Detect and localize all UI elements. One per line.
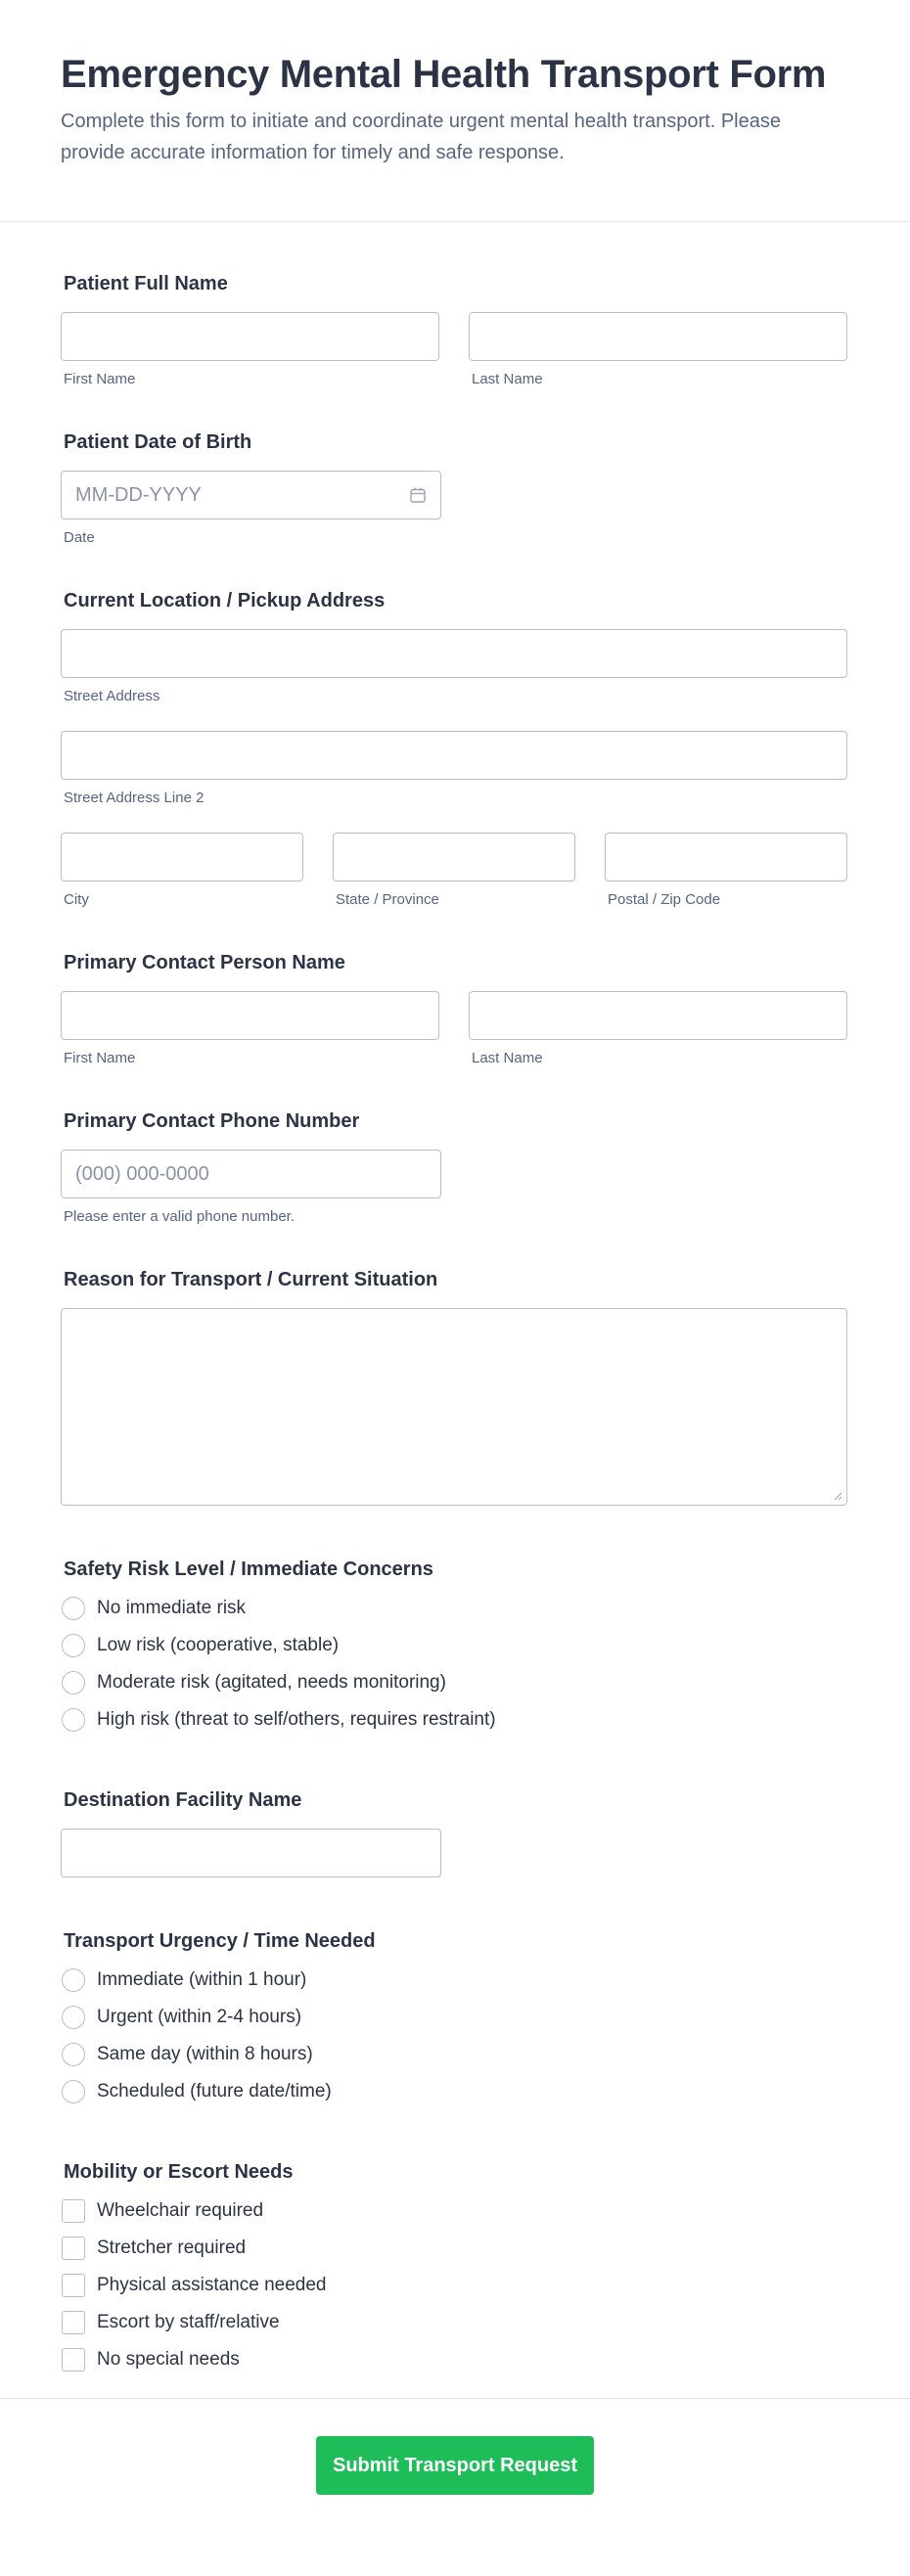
urgency-option[interactable] bbox=[62, 2036, 847, 2073]
mobility-option-label: Escort by staff/relative bbox=[97, 2312, 280, 2332]
mobility-option-label: No special needs bbox=[97, 2349, 240, 2370]
contact-last-name-sublabel: Last Name bbox=[472, 1050, 543, 1066]
mobility-options bbox=[62, 2192, 847, 2378]
radio-button[interactable] bbox=[62, 2080, 85, 2103]
contact-phone-input[interactable] bbox=[61, 1150, 441, 1198]
checkbox[interactable] bbox=[62, 2274, 85, 2297]
mobility-label: Mobility or Escort Needs bbox=[64, 2161, 294, 2183]
radio-button[interactable] bbox=[62, 2006, 85, 2029]
patient-last-name-sublabel: Last Name bbox=[472, 371, 543, 387]
safety-option-label: No immediate risk bbox=[97, 1598, 247, 1618]
street-address-line2-input[interactable] bbox=[61, 731, 847, 780]
destination-field bbox=[61, 1787, 847, 1877]
street-address-sublabel: Street Address bbox=[64, 688, 160, 704]
patient-name-label: Patient Full Name bbox=[64, 273, 228, 294]
dob-sublabel: Date bbox=[64, 529, 95, 546]
radio-button[interactable] bbox=[62, 1597, 85, 1620]
zip-input[interactable] bbox=[605, 833, 847, 881]
resize-grip-icon[interactable] bbox=[833, 1491, 842, 1501]
urgency-option-label: Scheduled (future date/time) bbox=[97, 2081, 332, 2101]
urgency-option-label: Same day (within 8 hours) bbox=[97, 2044, 313, 2064]
contact-phone-field bbox=[61, 1108, 847, 1226]
contact-first-name-input[interactable] bbox=[61, 991, 439, 1040]
mobility-option[interactable] bbox=[62, 2341, 847, 2378]
mobility-option[interactable] bbox=[62, 2192, 847, 2230]
urgency-option[interactable] bbox=[62, 2073, 847, 2110]
address-label: Current Location / Pickup Address bbox=[64, 590, 386, 611]
safety-field bbox=[61, 1557, 847, 1739]
contact-name-field bbox=[61, 950, 847, 1067]
safety-option-label: Moderate risk (agitated, needs monitoring) bbox=[97, 1672, 446, 1693]
destination-label: Destination Facility Name bbox=[64, 1789, 302, 1811]
checkbox[interactable] bbox=[62, 2237, 85, 2260]
urgency-options bbox=[62, 1962, 847, 2110]
mobility-option-label: Physical assistance needed bbox=[97, 2275, 327, 2295]
zip-sublabel: Postal / Zip Code bbox=[608, 891, 721, 908]
contact-phone-placeholder: (000) 000-0000 bbox=[75, 1162, 209, 1185]
checkbox[interactable] bbox=[62, 2199, 85, 2223]
checkbox[interactable] bbox=[62, 2348, 85, 2372]
urgency-option[interactable] bbox=[62, 1999, 847, 2036]
dob-label: Patient Date of Birth bbox=[64, 431, 252, 453]
reason-textarea[interactable] bbox=[61, 1308, 847, 1506]
radio-button[interactable] bbox=[62, 1708, 85, 1732]
urgency-option-label: Immediate (within 1 hour) bbox=[97, 1969, 307, 1990]
safety-option[interactable] bbox=[62, 1664, 847, 1701]
radio-button[interactable] bbox=[62, 1671, 85, 1695]
mobility-option-label: Wheelchair required bbox=[97, 2200, 264, 2221]
radio-button[interactable] bbox=[62, 2043, 85, 2066]
contact-phone-label: Primary Contact Phone Number bbox=[64, 1110, 360, 1132]
urgency-label: Transport Urgency / Time Needed bbox=[64, 1930, 376, 1952]
form-header bbox=[0, 0, 910, 222]
page-title: Emergency Mental Health Transport Form bbox=[61, 53, 827, 96]
street-address-input[interactable] bbox=[61, 629, 847, 678]
dob-input[interactable] bbox=[61, 471, 441, 520]
destination-input[interactable] bbox=[61, 1829, 441, 1877]
mobility-option[interactable] bbox=[62, 2304, 847, 2341]
radio-button[interactable] bbox=[62, 1634, 85, 1657]
dob-field bbox=[61, 429, 847, 547]
contact-first-name-sublabel: First Name bbox=[64, 1050, 136, 1066]
safety-options bbox=[62, 1590, 847, 1739]
mobility-option-label: Stretcher required bbox=[97, 2237, 247, 2258]
street-address-line2-sublabel: Street Address Line 2 bbox=[64, 790, 205, 806]
urgency-option[interactable] bbox=[62, 1962, 847, 1999]
contact-last-name-input[interactable] bbox=[469, 991, 847, 1040]
radio-button[interactable] bbox=[62, 1968, 85, 1992]
reason-field bbox=[61, 1267, 847, 1506]
state-sublabel: State / Province bbox=[336, 891, 439, 908]
patient-first-name-sublabel: First Name bbox=[64, 371, 136, 387]
reason-label: Reason for Transport / Current Situation bbox=[64, 1269, 438, 1290]
safety-option[interactable] bbox=[62, 1701, 847, 1739]
submit-button[interactable]: Submit Transport Request bbox=[316, 2436, 594, 2495]
safety-option[interactable] bbox=[62, 1590, 847, 1627]
state-input[interactable] bbox=[333, 833, 575, 881]
form-footer bbox=[0, 2398, 910, 2495]
safety-label: Safety Risk Level / Immediate Concerns bbox=[64, 1559, 433, 1580]
safety-option-label: Low risk (cooperative, stable) bbox=[97, 1635, 340, 1655]
mobility-option[interactable] bbox=[62, 2230, 847, 2267]
checkbox[interactable] bbox=[62, 2311, 85, 2334]
calendar-icon[interactable] bbox=[409, 486, 427, 504]
page-subtitle: Complete this form to initiate and coordinate urgent mental health transport. Please provide accurate information for timely and safe response. bbox=[61, 111, 781, 163]
contact-phone-sublabel: Please enter a valid phone number. bbox=[64, 1208, 295, 1225]
urgency-field bbox=[61, 1928, 847, 2110]
urgency-option-label: Urgent (within 2-4 hours) bbox=[97, 2007, 302, 2027]
city-input[interactable] bbox=[61, 833, 303, 881]
patient-name-field bbox=[61, 271, 847, 388]
safety-option-label: High risk (threat to self/others, requires restraint) bbox=[97, 1709, 496, 1730]
patient-first-name-input[interactable] bbox=[61, 312, 439, 361]
safety-option[interactable] bbox=[62, 1627, 847, 1664]
transport-form bbox=[0, 222, 910, 2378]
dob-placeholder: MM-DD-YYYY bbox=[75, 483, 202, 506]
mobility-option[interactable] bbox=[62, 2267, 847, 2304]
city-sublabel: City bbox=[64, 891, 89, 908]
contact-name-label: Primary Contact Person Name bbox=[64, 952, 345, 973]
address-field bbox=[61, 588, 847, 909]
patient-last-name-input[interactable] bbox=[469, 312, 847, 361]
mobility-field bbox=[61, 2159, 847, 2378]
